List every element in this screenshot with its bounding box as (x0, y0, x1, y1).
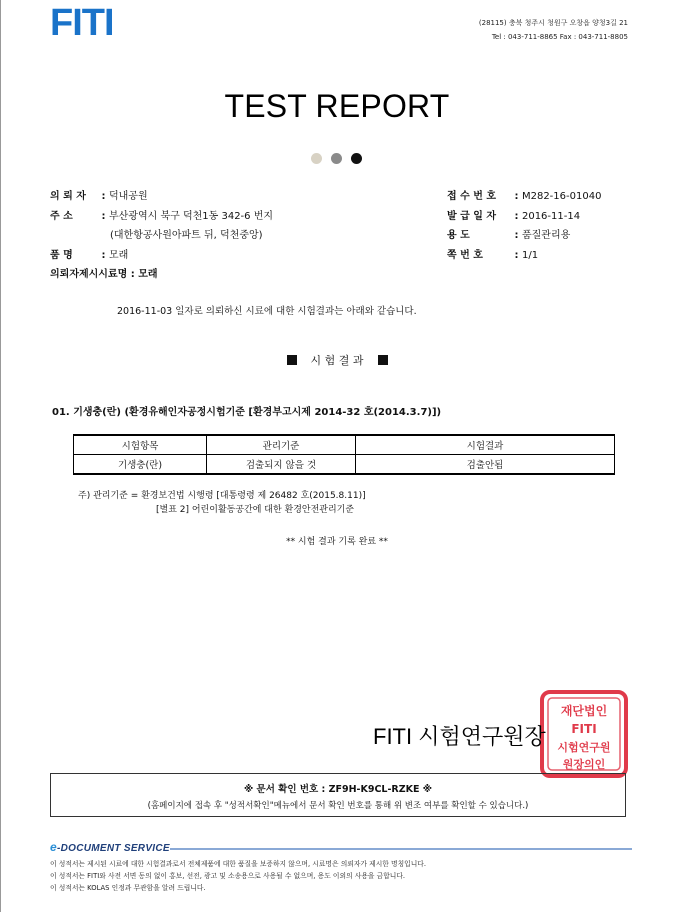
footer-line: 이 성적서는 FITI와 사전 서면 동의 없이 홍보, 선전, 광고 및 소송용으로 사용될 수 없으며, 용도 이외의 사용을 금합니다. (50, 872, 406, 880)
seal-text: 시험연구원 (557, 741, 611, 754)
header-address: (28115) 충북 청주시 청원구 오창읍 양청3길 21 (478, 19, 628, 27)
info-purpose-label: 용 도 (447, 230, 470, 241)
info-page-no: 쪽 번 호 : 1/1 (447, 250, 539, 261)
seal-text: 원장의인 (562, 758, 606, 771)
table-header-cell: 관리기준 (207, 435, 356, 455)
director-signature: FITI 시험연구원장 (373, 724, 546, 749)
footer-line: 이 성적서는 제시된 시료에 대한 시험결과로서 전체제품에 대한 품질을 보증하지 않으며, 시료명은 의뢰자가 제시한 명칭입니다. (50, 860, 426, 868)
info-receipt-label: 접 수 번 호 (447, 191, 497, 202)
e-document-e: e (50, 840, 57, 854)
dot-gray (331, 153, 342, 164)
info-client: 의 뢰 자 : 덕내공원 (50, 191, 148, 202)
table-cell: 기생충(란) (74, 455, 207, 475)
info-issue-label: 발 급 일 자 (447, 211, 497, 222)
results-heading (0, 352, 674, 368)
table-header-cell: 시험항목 (74, 435, 207, 455)
record-complete: ** 시험 결과 기록 완료 ** (286, 537, 388, 547)
info-client-value: 덕내공원 (108, 191, 148, 202)
info-address-extra (110, 229, 263, 243)
info-product-value: 모래 (108, 250, 129, 261)
title-dots (311, 148, 371, 167)
info-address: 주 소 : 부산광역시 북구 덕천1동 342-6 번지 (50, 211, 274, 222)
info-issue-value: 2016-11-14 (521, 211, 581, 222)
info-page-value: 1/1 (521, 250, 539, 261)
results-heading-text: 시 험 결 과 (310, 354, 364, 367)
dot-light (311, 153, 322, 164)
intro-sentence: 2016-11-03 일자로 의뢰하신 시료에 대한 시험결과는 아래와 같습니다. (117, 306, 417, 317)
results-table (73, 434, 615, 475)
table-header-cell: 시험결과 (356, 435, 615, 455)
page-left-edge (0, 0, 1, 912)
header-address-block (479, 16, 628, 44)
info-product: 품 명 : 모래 (50, 250, 129, 261)
footer-disclaimer (50, 858, 426, 894)
table-row (74, 455, 615, 475)
info-address-extra-value: (대한항공사원아파트 뒤, 덕천중앙) (110, 230, 263, 241)
info-receipt-value: M282-16-01040 (521, 191, 602, 202)
document-confirmation-box (50, 773, 626, 817)
info-address-label: 주 소 (50, 211, 73, 222)
info-sample: 의뢰자제시시료명 : 모래 (50, 269, 158, 280)
info-sample-value: 모래 (138, 269, 158, 280)
note-standard-detail: [별표 2] 어린이활동공간에 대한 환경안전관리기준 (156, 505, 355, 515)
report-title: TEST REPORT (224, 88, 450, 124)
note-standard: 주) 관리기준 = 환경보건법 시행령 [대통령령 제 26482 호(2015.8.11)] (78, 491, 366, 501)
info-purpose-value: 품질관리용 (521, 230, 571, 241)
confirmation-code: ※ 문서 확인 번호 : ZF9H-K9CL-RZKE ※ (243, 784, 433, 795)
square-bullet-icon (287, 355, 297, 365)
table-cell: 검출안됨 (356, 455, 615, 475)
info-sample-label: 의뢰자제시시료명 (50, 269, 128, 280)
official-seal (539, 689, 629, 779)
table-cell: 검출되지 않을 것 (207, 455, 356, 475)
table-header-row (74, 435, 615, 455)
info-page-label: 쪽 번 호 (447, 250, 483, 261)
seal-text: FITI (571, 722, 597, 736)
e-document-service-logo (50, 840, 170, 854)
e-document-text: -DOCUMENT SERVICE (56, 843, 170, 854)
fiti-logo (50, 2, 160, 42)
logo-text: FITI (50, 2, 114, 42)
dot-dark (351, 153, 362, 164)
seal-text: 재단법인 (560, 704, 608, 718)
info-purpose: 용 도 : 품질관리용 (447, 230, 571, 241)
info-client-label: 의 뢰 자 (50, 191, 86, 202)
info-address-value: 부산광역시 북구 덕천1동 342-6 번지 (108, 211, 274, 222)
info-issue-date: 발 급 일 자 : 2016-11-14 (447, 211, 581, 222)
confirmation-description: (홈페이지에 접속 후 "성적서확인"메뉴에서 문서 확인 번호를 통해 위 변조 여부를 확인할 수 있습니다.) (147, 801, 529, 811)
info-product-label: 품 명 (50, 250, 73, 261)
footer-line: 이 성적서는 KOLAS 인정과 무관함을 알려 드립니다. (50, 884, 206, 892)
footer-divider (170, 848, 632, 850)
info-receipt-no: 접 수 번 호 : M282-16-01040 (447, 191, 602, 202)
square-bullet-icon (378, 355, 388, 365)
header-contact: Tel : 043-711-8865 Fax : 043-711-8805 (491, 33, 628, 41)
section-title: 01. 기생충(란) (환경유해인자공정시험기준 [환경부고시제 2014-32 호(2014.3.7)]) (52, 407, 442, 418)
